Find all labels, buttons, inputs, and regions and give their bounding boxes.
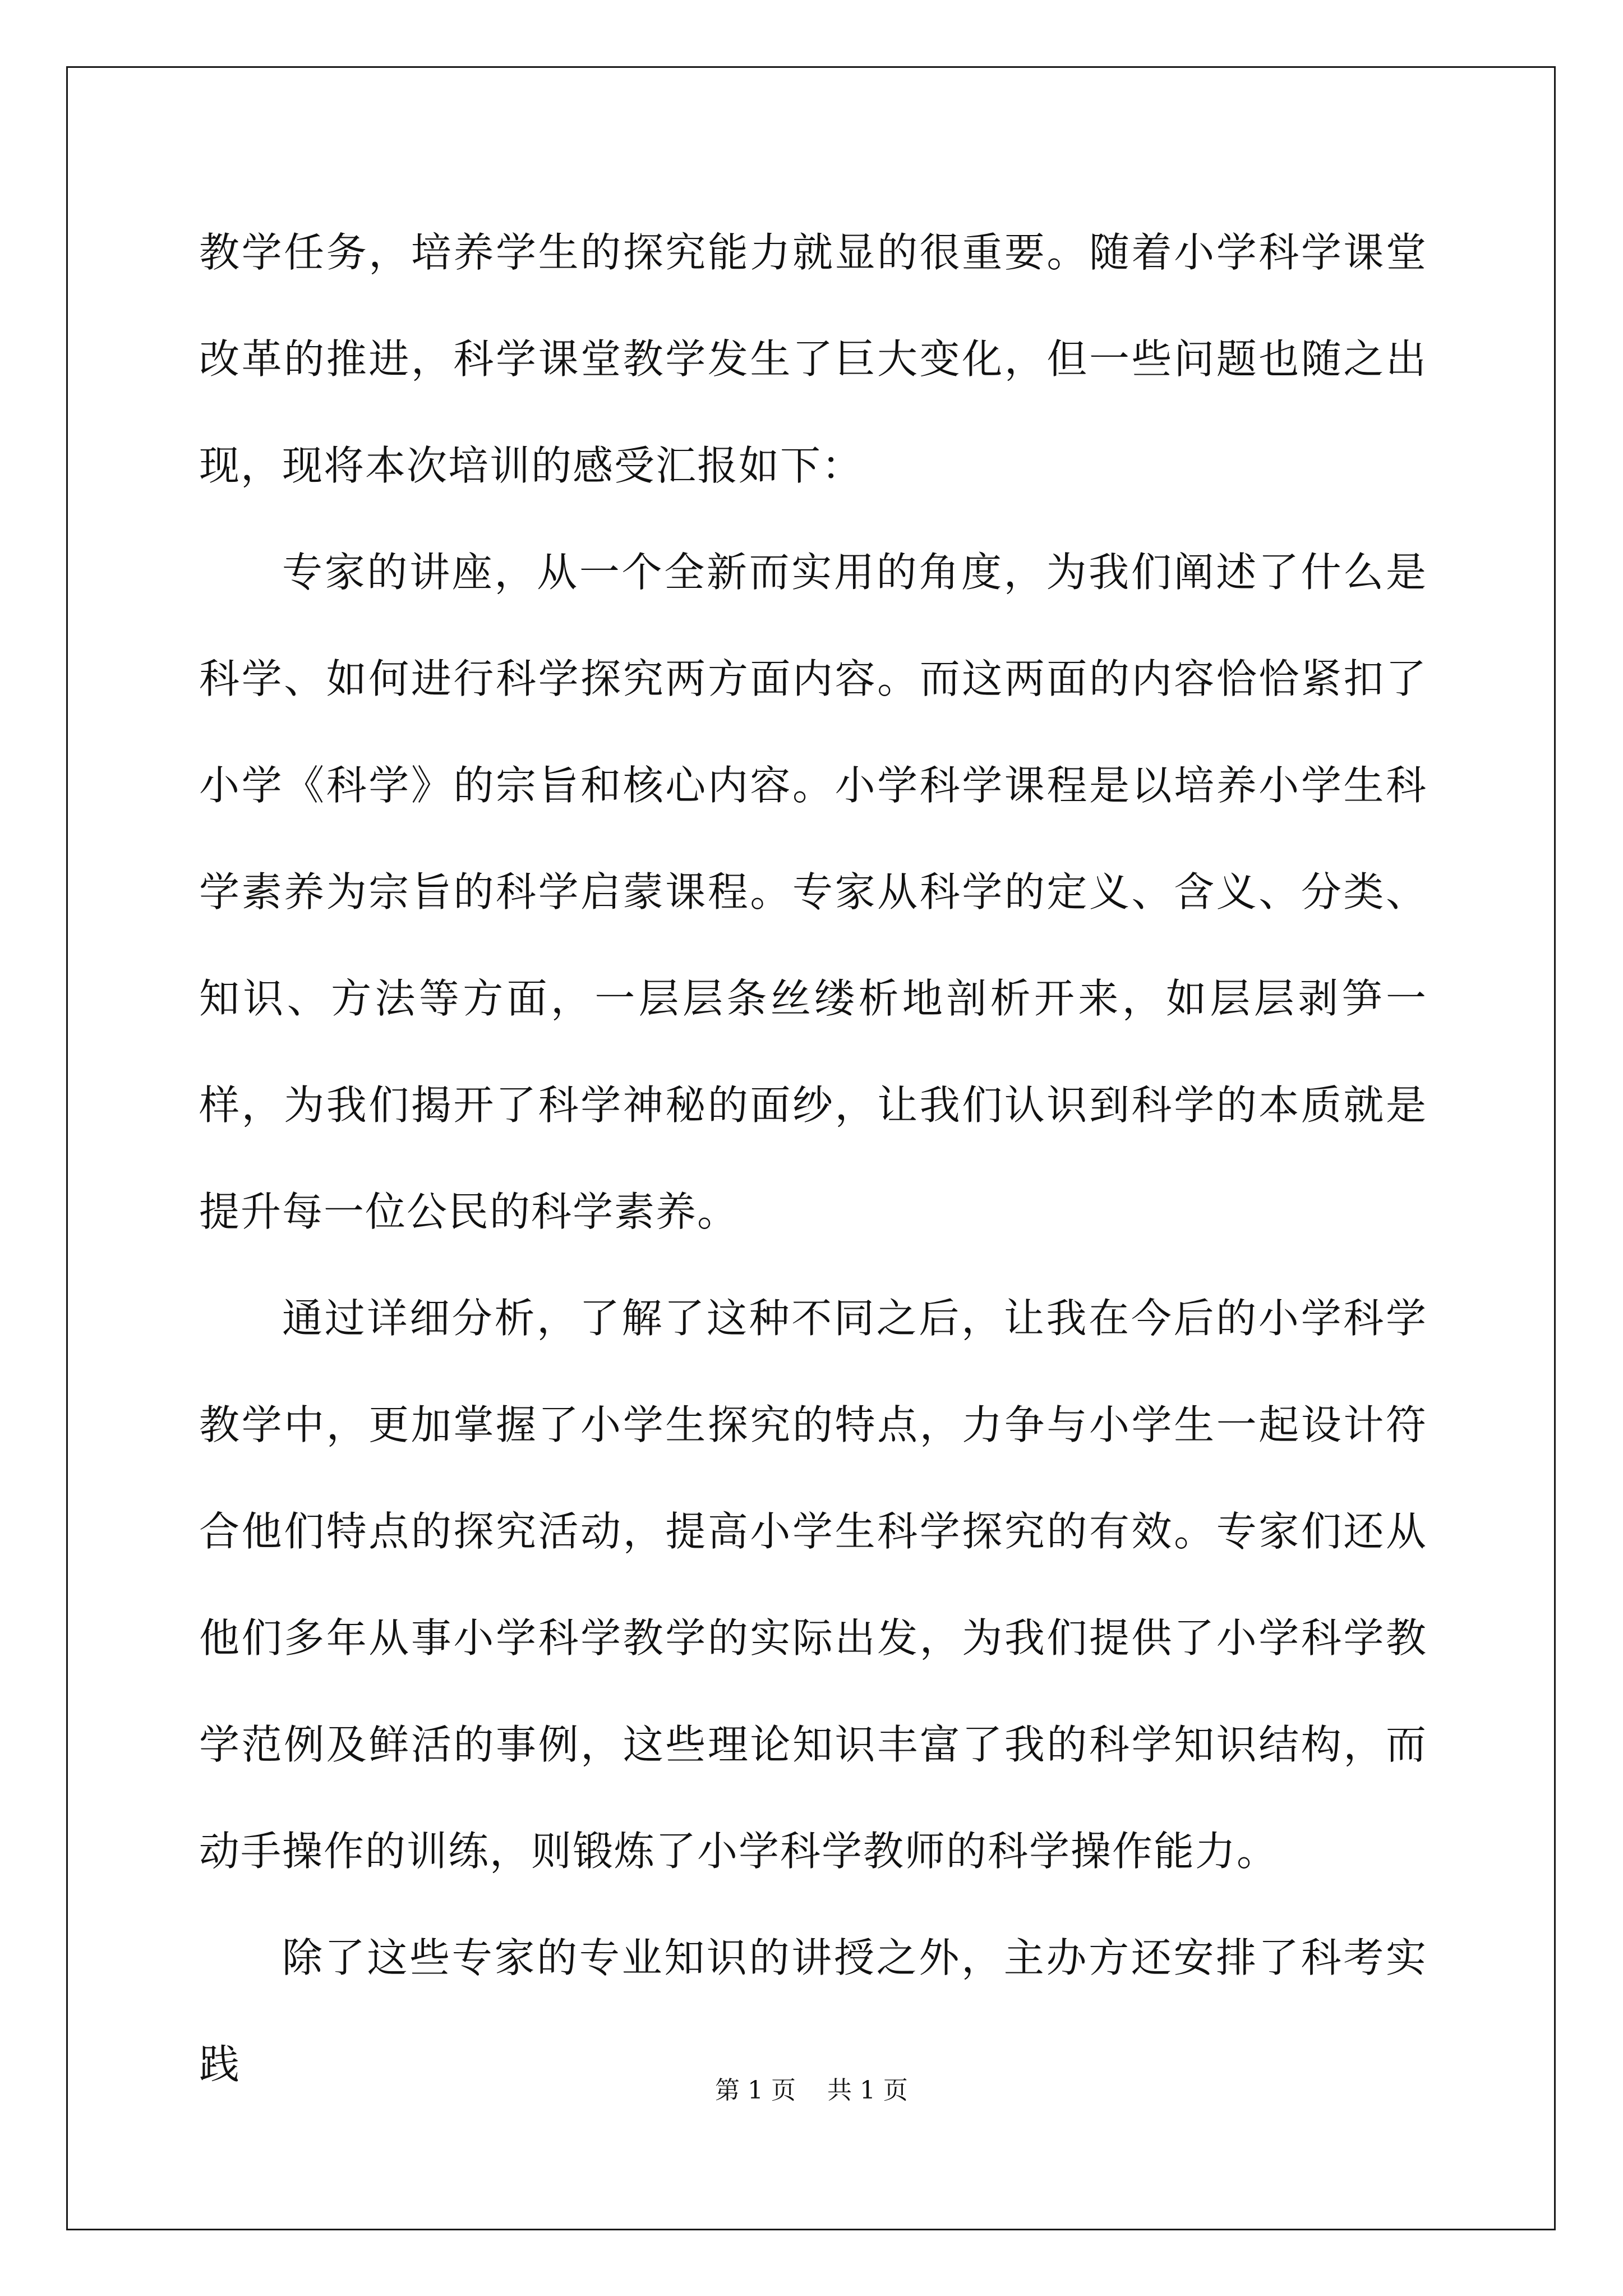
paragraph-3: 通过详细分析，了解了这种不同之后，让我在今后的小学科学教学中，更加掌握了小学生探究的特点，力争与小学生一起设计符合他们特点的探究活动，提高小学生科学探究的有效。专家们还从他们多年从事小学科学教学的实际出发，为我们提供了小学科学教学范例及鲜活的事例，这些理论知识丰富了我的科学知识结构，而动手操作的训练，则锻炼了小学科学教师的科学操作能力。 — [199, 1295, 1427, 1875]
paragraph-4: 除了这些专家的专业知识的讲授之外，主办方还安排了科考实践 — [199, 1934, 1427, 2088]
page-number-footer: 第 1 页 共 1 页 — [715, 2076, 908, 2105]
paragraph-1: 教学任务，培养学生的探究能力就显的很重要。随着小学科学课堂改革的推进，科学课堂教学发生了巨大变化，但一些问题也随之出现，现将本次培训的感受汇报如下： — [199, 229, 1427, 489]
document-body — [199, 199, 1427, 2118]
paragraph-2: 专家的讲座，从一个全新而实用的角度，为我们阐述了什么是科学、如何进行科学探究两方面内容。而这两面的内容恰恰紧扣了小学《科学》的宗旨和核心内容。小学科学课程是以培养小学生科学素养为宗旨的科学启蒙课程。专家从科学的定义、含义、分类、知识、方法等方面，一层层条丝缕析地剖析开来，如层层剥笋一样，为我们揭开了科学神秘的面纱，让我们认识到科学的本质就是提升每一位公民的科学素养。 — [199, 549, 1427, 1235]
